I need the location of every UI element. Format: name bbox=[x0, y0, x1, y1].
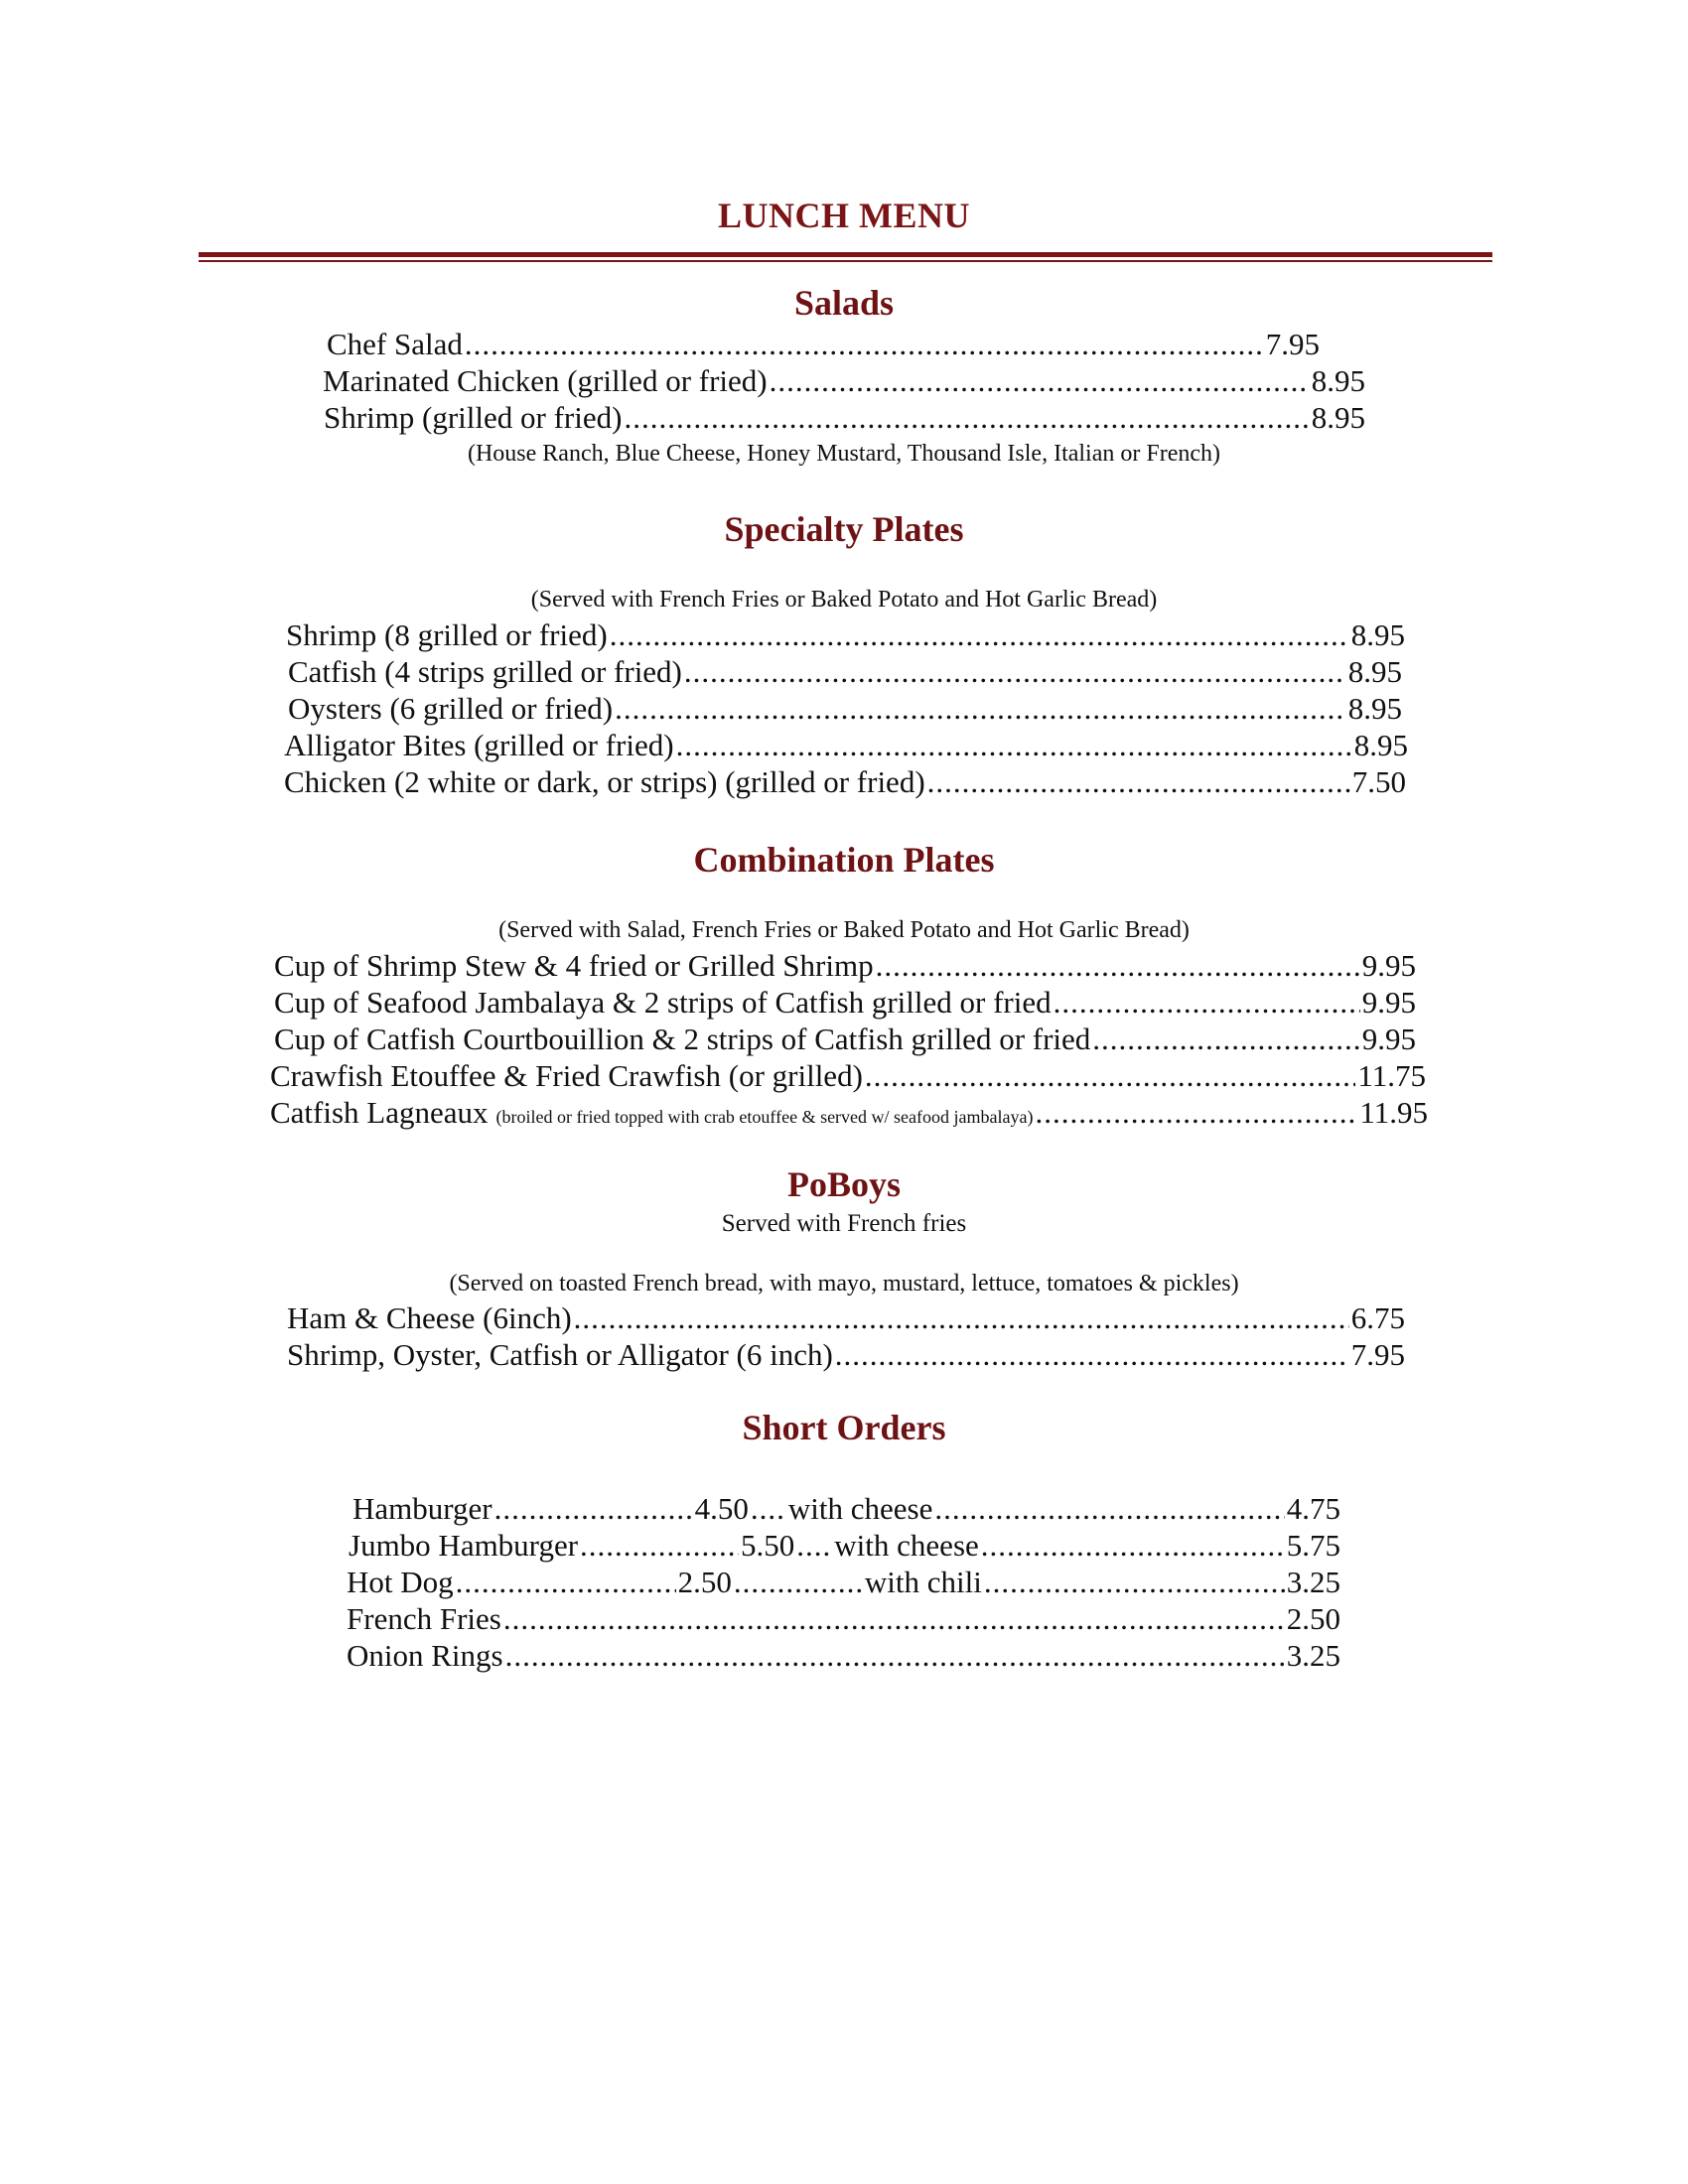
poboys-subheading: Served with French fries bbox=[721, 1210, 967, 1237]
item-price: 9.95 bbox=[1361, 985, 1416, 1020]
menu-item bbox=[347, 1600, 1340, 1637]
specialty-heading: Specialty Plates bbox=[724, 509, 964, 549]
dot-leader bbox=[456, 1564, 676, 1600]
combination-heading: Combination Plates bbox=[693, 840, 995, 880]
item-price: 2.50 bbox=[677, 1565, 732, 1599]
menu-item bbox=[347, 1637, 1340, 1674]
dot-leader bbox=[574, 1299, 1349, 1336]
dot-leader bbox=[624, 399, 1309, 436]
poboys-note: (Served on toasted French bread, with mayo, mustard, lettuce, tomatoes & pickles) bbox=[449, 1271, 1239, 1297]
menu-item bbox=[349, 1527, 1340, 1564]
item-price: 7.95 bbox=[1350, 1337, 1405, 1372]
item-name: Marinated Chicken (grilled or fried) bbox=[323, 363, 768, 398]
item-name: Catfish Lagneaux bbox=[270, 1095, 489, 1130]
dot-leader bbox=[1035, 1094, 1357, 1131]
item-name: Cup of Catfish Courtbouillion & 2 strips of Catfish grilled or fried bbox=[274, 1022, 1091, 1056]
menu-item bbox=[274, 984, 1416, 1021]
item-price: 8.95 bbox=[1347, 654, 1402, 689]
dot-leader bbox=[580, 1527, 739, 1564]
menu-item bbox=[284, 727, 1408, 763]
dot-leader bbox=[751, 1490, 786, 1527]
dot-leader bbox=[927, 763, 1350, 800]
item-name: Hamburger bbox=[352, 1491, 492, 1526]
item-name: Crawfish Etouffee & Fried Crawfish (or grilled) bbox=[270, 1058, 863, 1093]
item-price: 9.95 bbox=[1361, 1022, 1416, 1056]
dot-leader bbox=[796, 1527, 832, 1564]
item-price: 8.95 bbox=[1311, 363, 1365, 398]
dot-leader bbox=[1054, 984, 1360, 1021]
option-price: 4.75 bbox=[1286, 1491, 1340, 1526]
option-label: with cheese bbox=[787, 1491, 933, 1526]
item-price: 5.50 bbox=[741, 1528, 795, 1563]
specialty-note: (Served with French Fries or Baked Potato and Hot Garlic Bread) bbox=[530, 587, 1158, 613]
dot-leader bbox=[676, 727, 1352, 763]
dot-leader bbox=[865, 1057, 1356, 1094]
item-name: French Fries bbox=[347, 1601, 501, 1636]
item-name: Chicken (2 white or dark, or strips) (grilled or fried) bbox=[284, 764, 925, 799]
menu-item bbox=[270, 1057, 1426, 1094]
menu-item bbox=[287, 1299, 1405, 1336]
option-price: 5.75 bbox=[1286, 1528, 1340, 1563]
menu-item bbox=[284, 763, 1406, 800]
item-price: 4.50 bbox=[694, 1491, 749, 1526]
item-name: Cup of Seafood Jambalaya & 2 strips of Catfish grilled or fried bbox=[274, 985, 1052, 1020]
item-price: 3.25 bbox=[1286, 1638, 1340, 1673]
item-name: Shrimp, Oyster, Catfish or Alligator (6 inch) bbox=[287, 1337, 833, 1372]
title-rule-thick bbox=[199, 252, 1492, 257]
item-name: Catfish (4 strips grilled or fried) bbox=[288, 654, 682, 689]
dot-leader bbox=[934, 1490, 1284, 1527]
menu-title: LUNCH MENU bbox=[718, 196, 970, 235]
menu-item bbox=[352, 1490, 1340, 1527]
item-name: Jumbo Hamburger bbox=[349, 1528, 579, 1563]
menu-item bbox=[287, 1336, 1405, 1373]
menu-item bbox=[323, 362, 1365, 399]
dot-leader bbox=[615, 690, 1346, 727]
menu-item bbox=[274, 947, 1416, 984]
option-label: with chili bbox=[864, 1565, 982, 1599]
menu-item bbox=[347, 1564, 1340, 1600]
item-price: 7.50 bbox=[1351, 764, 1406, 799]
dot-leader bbox=[734, 1564, 863, 1600]
dot-leader bbox=[684, 653, 1346, 690]
dot-leader bbox=[984, 1564, 1285, 1600]
menu-item bbox=[270, 1094, 1428, 1136]
title-rule-thin bbox=[199, 260, 1492, 262]
item-name: Ham & Cheese (6inch) bbox=[287, 1300, 572, 1335]
item-detail: (broiled or fried topped with crab etouffee & served w/ seafood jambalaya) bbox=[495, 1107, 1034, 1127]
dot-leader bbox=[610, 616, 1349, 653]
menu-item bbox=[274, 1021, 1416, 1057]
menu-item bbox=[324, 399, 1365, 436]
item-name: Oysters (6 grilled or fried) bbox=[288, 691, 614, 726]
dressings-note: (House Ranch, Blue Cheese, Honey Mustard, Thousand Isle, Italian or French) bbox=[467, 441, 1221, 467]
item-price: 8.95 bbox=[1311, 400, 1365, 435]
dot-leader bbox=[503, 1600, 1285, 1637]
item-name: Hot Dog bbox=[347, 1565, 454, 1599]
short-orders-heading: Short Orders bbox=[742, 1408, 946, 1447]
poboys-heading: PoBoys bbox=[786, 1164, 901, 1204]
dot-leader bbox=[465, 326, 1264, 362]
item-name: Shrimp (grilled or fried) bbox=[324, 400, 623, 435]
item-name: Cup of Shrimp Stew & 4 fried or Grilled Shrimp bbox=[274, 948, 874, 983]
item-price: 11.75 bbox=[1357, 1058, 1426, 1093]
menu-item bbox=[286, 616, 1405, 653]
dot-leader bbox=[770, 362, 1310, 399]
item-name: Onion Rings bbox=[347, 1638, 503, 1673]
dot-leader bbox=[876, 947, 1360, 984]
dot-leader bbox=[1092, 1021, 1359, 1057]
item-price: 8.95 bbox=[1347, 691, 1402, 726]
menu-item bbox=[288, 690, 1402, 727]
combination-note: (Served with Salad, French Fries or Baked Potato and Hot Garlic Bread) bbox=[498, 917, 1190, 943]
dot-leader bbox=[494, 1490, 693, 1527]
option-price: 3.25 bbox=[1286, 1565, 1340, 1599]
item-price: 6.75 bbox=[1350, 1300, 1405, 1335]
salads-heading: Salads bbox=[793, 283, 895, 323]
item-price: 8.95 bbox=[1350, 617, 1405, 652]
dot-leader bbox=[981, 1527, 1285, 1564]
item-price: 8.95 bbox=[1353, 728, 1408, 762]
option-label: with cheese bbox=[834, 1528, 979, 1563]
item-price: 2.50 bbox=[1286, 1601, 1340, 1636]
item-price: 11.95 bbox=[1359, 1095, 1428, 1130]
item-name: Shrimp (8 grilled or fried) bbox=[286, 617, 608, 652]
item-price: 9.95 bbox=[1361, 948, 1416, 983]
item-name: Chef Salad bbox=[327, 327, 463, 361]
item-price: 7.95 bbox=[1265, 327, 1320, 361]
menu-item bbox=[327, 326, 1320, 362]
dot-leader bbox=[505, 1637, 1285, 1674]
item-name: Alligator Bites (grilled or fried) bbox=[284, 728, 674, 762]
menu-item bbox=[288, 653, 1402, 690]
dot-leader bbox=[835, 1336, 1349, 1373]
